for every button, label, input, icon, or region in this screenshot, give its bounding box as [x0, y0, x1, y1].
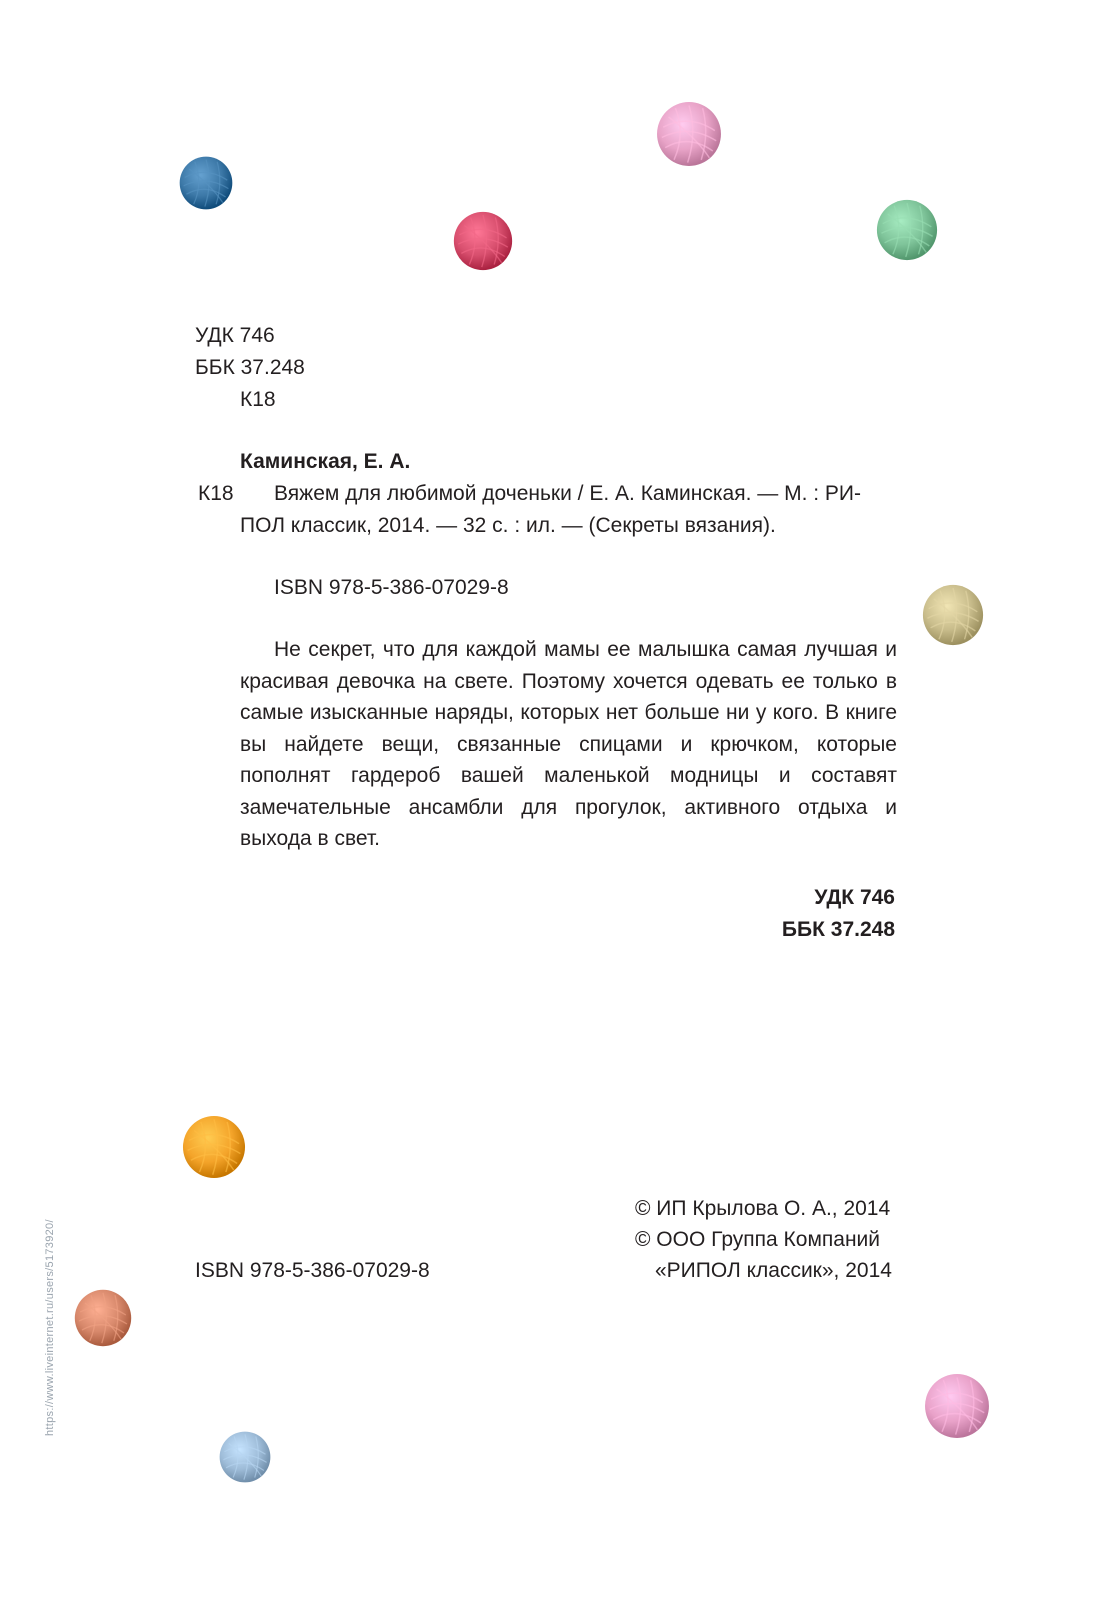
- udk-header: УДК 746: [195, 324, 275, 347]
- copyright-line-2: © ООО Группа Компаний: [635, 1228, 880, 1251]
- yarn-ball-pink-icon: [655, 100, 723, 168]
- yarn-ball-raspberry-icon: [452, 210, 514, 272]
- isbn-footer: ISBN 978-5-386-07029-8: [195, 1259, 430, 1282]
- author-name: Каминская, Е. А.: [240, 450, 411, 473]
- yarn-ball-terracotta-icon: [73, 1288, 133, 1348]
- side-url: https://www.liveinternet.ru/users/5173920/: [44, 1219, 56, 1436]
- bbk-header: ББК 37.248: [195, 356, 305, 379]
- yarn-ball-orange-icon: [181, 1114, 247, 1180]
- bbk-bottom: ББК 37.248: [781, 918, 895, 941]
- udk-bottom: УДК 746: [814, 886, 895, 909]
- yarn-ball-light-blue-icon: [218, 1430, 272, 1484]
- yarn-ball-blue-icon: [178, 155, 234, 211]
- bibliographic-line-2: ПОЛ классик, 2014. — 32 с. : ил. — (Секреты вязания).: [240, 514, 776, 537]
- author-mark-header: К18: [240, 388, 276, 411]
- author-mark: К18: [198, 482, 234, 505]
- isbn-record: ISBN 978-5-386-07029-8: [274, 576, 509, 599]
- yarn-ball-light-pink-icon: [923, 1372, 991, 1440]
- bibliographic-line-1: Вяжем для любимой доченьки / Е. А. Каминская. — М. : РИ-: [274, 482, 862, 505]
- yarn-ball-green-icon: [875, 198, 939, 262]
- yarn-ball-khaki-icon: [921, 583, 985, 647]
- annotation-paragraph: Не секрет, что для каждой мамы ее малышка самая лучшая и красивая девочка на свете. Поэтому хочется одевать ее только в самые изысканные наряды, которых нет больше ни у кого. В книге вы найдете вещи, связанные спицами и крючком, которые пополнят гардероб вашей маленькой модницы и составят замечательные ансамбли для прогулок, активного отдыха и выхода в свет.: [240, 638, 897, 850]
- copyright-line-1: © ИП Крылова О. А., 2014: [635, 1197, 891, 1220]
- copyright-line-3: «РИПОЛ классик», 2014: [655, 1259, 892, 1282]
